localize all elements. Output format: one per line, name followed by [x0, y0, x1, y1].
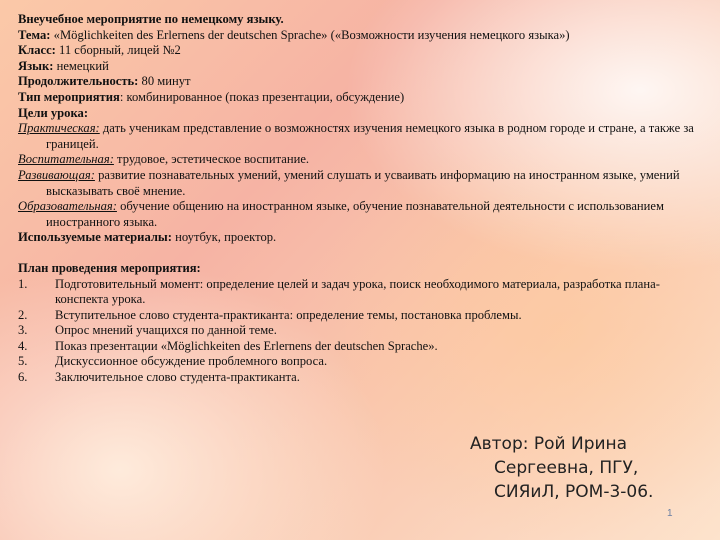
plan-list — [18, 277, 704, 386]
list-item: 2. Вступительное слово студента-практиканта: определение темы, постановка проблемы. — [18, 307, 522, 322]
spacer — [18, 246, 704, 261]
document-title: Внеучебное мероприятие по немецкому языку. — [18, 12, 284, 26]
field-klass: Класс: 11 сборный, лицей №2 — [18, 43, 181, 58]
author-line: СИЯиЛ, РОМ-3-06. — [494, 482, 654, 502]
list-item: 1. Подготовительный момент: определение целей и задач урока, поиск необходимого материала, разработка плана-конспекта урока. — [18, 276, 660, 307]
list-item: 6. Заключительное слово студента-практиканта. — [18, 370, 300, 385]
document-body — [18, 12, 704, 386]
list-item: 5. Дискуссионное обсуждение проблемного вопроса. — [18, 354, 328, 369]
author-block — [470, 432, 710, 504]
list-item: 3. Опрос мнений учащихся по данной теме. — [18, 323, 277, 338]
list-item: 4. Показ презентации «Möglichkeiten des Erlernens der deutschen Sprache». — [18, 338, 438, 353]
author-line: Сергеевна, ПГУ, — [494, 458, 639, 478]
field-type: Тип мероприятия: комбинированное (показ презентации, обсуждение) — [18, 89, 405, 104]
materials: Используемые материалы: ноутбук, проектор. — [18, 230, 277, 245]
page-number: 1 — [667, 508, 673, 519]
goal-item-teaching: Образовательная: обучение общению на иностранном языке, обучение познавательной деятельности с использованием иностранного языка. — [18, 199, 664, 229]
goal-item-practical: Практическая: дать ученикам представление о возможностях изучения немецкого языка в родном городе и стране, а также за границей. — [18, 121, 694, 151]
field-yazyk: Язык: немецкий — [18, 58, 109, 73]
goal-item-educational: Воспитательная: трудовое, эстетическое воспитание. — [18, 152, 310, 167]
field-tema: Тема: «Möglichkeiten des Erlernens der deutschen Sprache» («Возможности изучения немецкого языка») — [18, 27, 570, 42]
author-line: Автор: Рой Ирина — [470, 434, 628, 454]
goal-item-developing: Развивающая: развитие познавательных умений, умений слушать и усваивать информацию на иностранном языке, умений высказывать своё мнение. — [18, 167, 680, 198]
goals-heading: Цели урока: — [18, 105, 89, 120]
plan-heading: План проведения мероприятия: — [18, 260, 201, 275]
field-duration: Продолжительность: 80 минут — [18, 74, 191, 89]
